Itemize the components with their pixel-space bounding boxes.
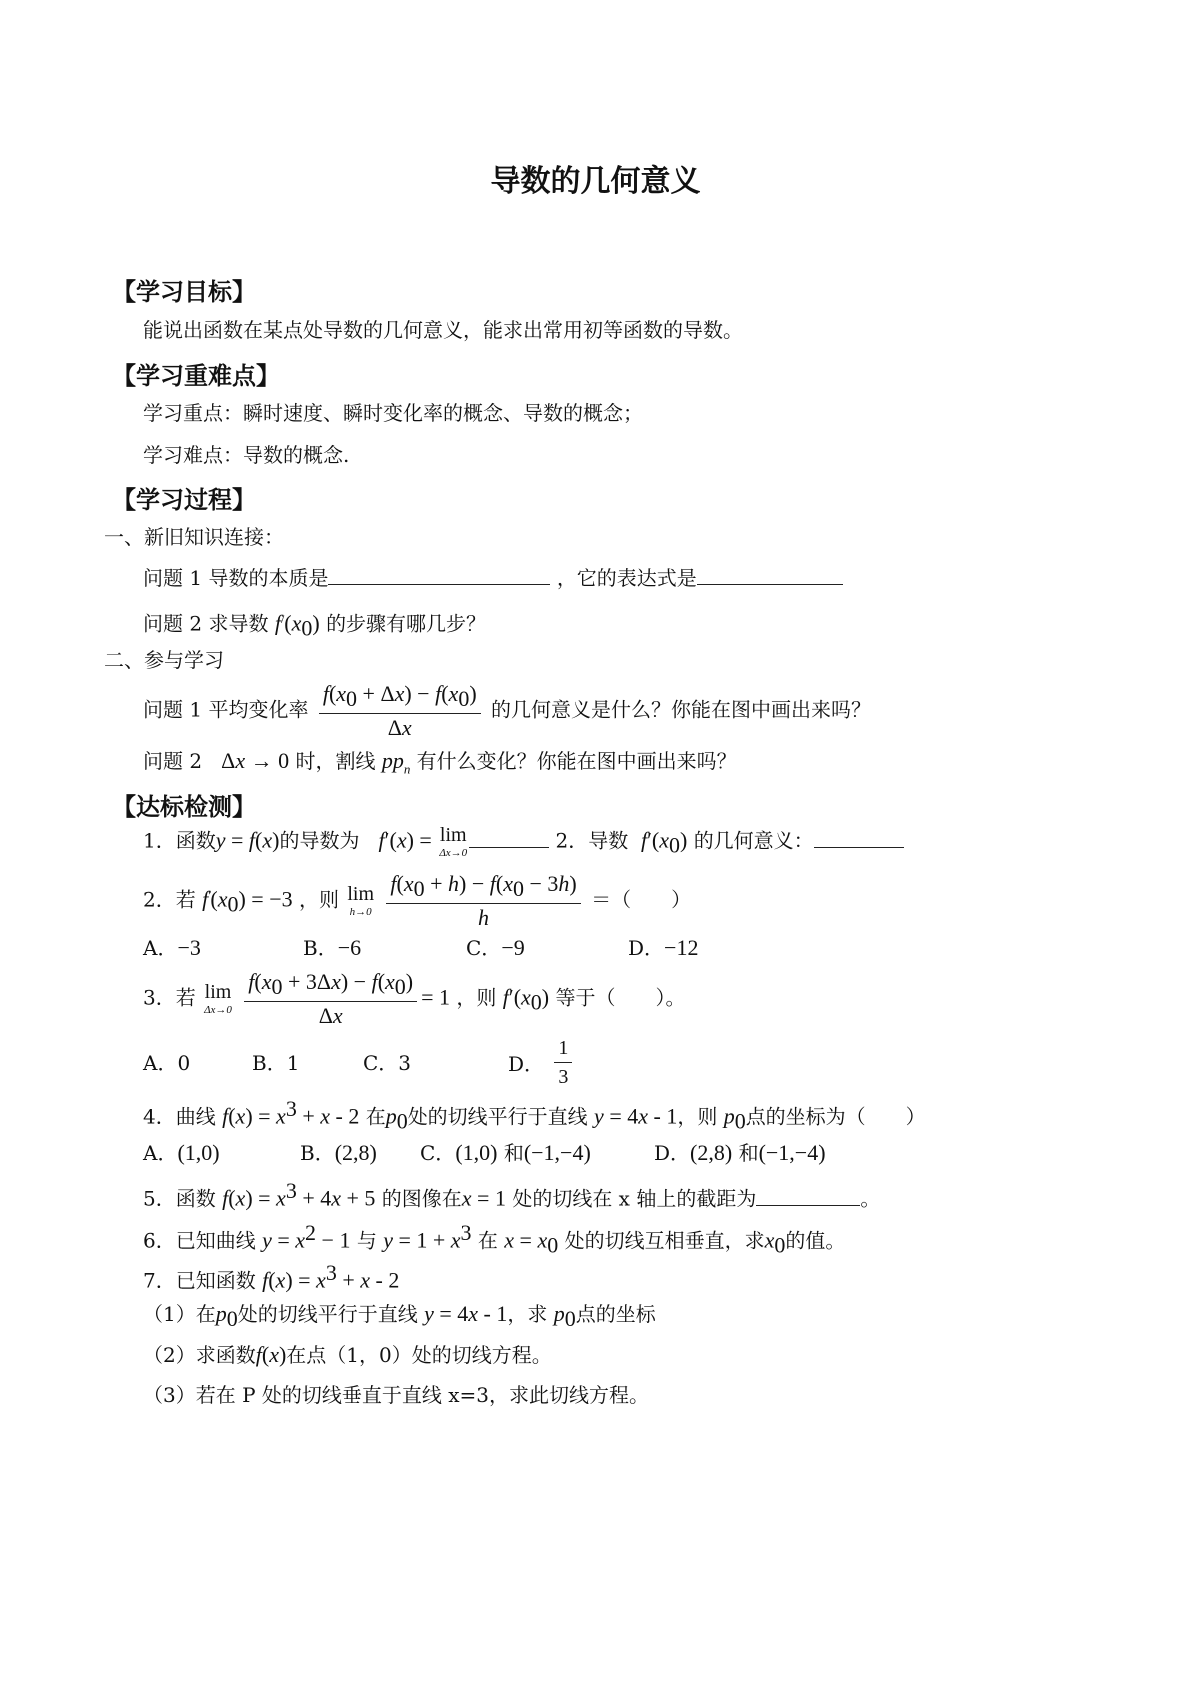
part1-heading: 一、新旧知识连接： [104, 525, 284, 549]
page-title: 导数的几何意义 [490, 164, 701, 199]
test-question-7: 7．已知函数 $f(x) = x^3 + x - 2$ [143, 1260, 400, 1293]
section-heading-goal: 【学习目标】 [112, 278, 256, 306]
test-question-3: 3．若 lim Δx→0 $\frac{f(x_0 + 3\Delta x) - f(x_0)}{\Delta x}$ = 1 ，则 $f'(x_0)$ 等于（ ）。 [143, 969, 686, 1028]
test-question-1: 1．函数y = f(x)的导数为 f′(x) = lim Δx→0 2．导数 $f'(x_0)$ 的几何意义： [143, 824, 904, 861]
answer-blank[interactable] [756, 1185, 860, 1206]
test-question-7-part-3: （3）若在 P 处的切线垂直于直线 x=3，求此切线方程。 [143, 1383, 650, 1407]
option-d: D．(2,8) 和(−1,−4) [654, 1140, 826, 1165]
answer-blank[interactable] [328, 564, 550, 585]
option-c: C．(1,0) 和(−1,−4) [420, 1140, 591, 1165]
option-b: B．(2,8) [300, 1140, 377, 1165]
option-d: D．−12 [628, 935, 699, 960]
average-rate-fraction: $\frac{f(x_0 + \Delta x) - f(x_0)}{\Delta x}$ [319, 680, 481, 742]
key-point: 学习重点：瞬时速度、瞬时变化率的概念、导数的概念； [143, 401, 643, 425]
answer-blank[interactable] [469, 827, 549, 848]
part1-question-2: 问题 2 求导数 $f^/(x_0)$ 的步骤有哪几步？ [143, 610, 487, 641]
answer-blank[interactable] [697, 564, 843, 585]
test-question-2: 2．若 $f'(x_0) = -3$ ，则 lim h→0 $\frac{f(x_0 + h) - f(x_0 - 3h)}{h}$ ＝（ ） [143, 871, 692, 930]
test-question-7-part-2: （2）求函数f(x)在点（1，0）处的切线方程。 [143, 1342, 552, 1367]
part2-heading: 二、参与学习 [104, 648, 224, 672]
option-a: A．0 [143, 1051, 191, 1075]
option-b: B．−6 [303, 935, 362, 960]
section-heading-process: 【学习过程】 [112, 486, 256, 514]
test-question-4: 4．曲线 $f(x) = x^3 + x - 2$ 在$p_0$处的切线平行于直线 y = 4x - 1，则 $p_0$点的坐标为（ ） [143, 1096, 926, 1134]
difficult-point: 学习难点：导数的概念. [143, 443, 350, 467]
test-question-6: 6．已知曲线 $y = x^2 - 1$ 与 $y = 1 + x^3$ 在 $x = x_0$ 处的切线互相垂直，求$x_0$的值。 [143, 1220, 846, 1258]
part1-question-1: 问题 1 导数的本质是 ，它的表达式是 [143, 563, 843, 593]
test-question-5: 5．函数 $f(x) = x^3 + 4x + 5$ 的图像在x = 1 处的切线在 x 轴上的截距为 。 [143, 1178, 881, 1211]
answer-blank[interactable] [814, 827, 904, 848]
option-c: C．−9 [466, 935, 525, 960]
option-c: C．3 [363, 1051, 412, 1075]
goal-text: 能说出函数在某点处导数的几何意义，能求出常用初等函数的导数。 [143, 318, 743, 342]
section-heading-test: 【达标检测】 [112, 793, 256, 821]
option-b: B．1 [252, 1051, 300, 1075]
option-a: A．(1,0) [143, 1140, 220, 1165]
option-d: D． $\frac{1}{3}$ [508, 1034, 576, 1091]
section-heading-key: 【学习重难点】 [112, 362, 280, 390]
part2-question-2: 问题 2 Δx → 0 时，割线 $pp_n$ 有什么变化？你能在图中画出来吗？ [143, 748, 737, 777]
option-a: A．−3 [143, 935, 201, 960]
part2-question-1: 问题 1 平均变化率 $\frac{f(x_0 + \Delta x) - f(x_0)}{\Delta x}$ 的几何意义是什么？你能在图中画出来吗？ [143, 681, 871, 740]
test-question-7-part-1: （1）在$p_0$处的切线平行于直线 y = 4x - 1，求 $p_0$点的坐标 [143, 1301, 656, 1331]
